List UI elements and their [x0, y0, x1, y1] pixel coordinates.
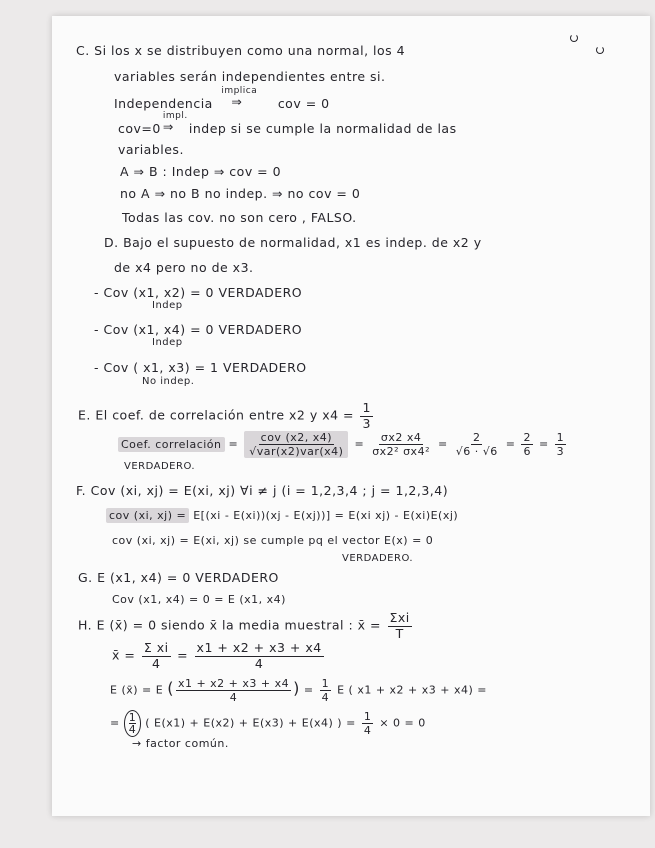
section-f-verdict: VERDADERO.	[342, 553, 414, 564]
section-g-line-2: Cov (x1, x4) = 0 = E (x1, x4)	[112, 593, 286, 606]
section-c-line-2: variables serán independientes entre si.	[114, 69, 386, 84]
cov-zero-text: cov = 0	[277, 96, 330, 111]
section-h-line-1: H. E (x̄) = 0 siendo x̄ la media muestral : x̄ = $\frac{\text{Σxi}}{T}$	[78, 610, 410, 641]
section-e-line-1: E. El coef. de correlación entre x2 y x4 = $\frac{1}{3}$	[78, 400, 371, 431]
section-c-line-1: C. Si los x se distribuyen como una normal, los 4	[76, 43, 406, 58]
fraction-sum-over-t: $\frac{\text{Σxi}}{T}$	[389, 610, 410, 641]
section-f-line-1: F. Cov (xi, xj) = E(xi, xj) ∀i ≠ j (i = 1,2,3,4 ; j = 1,2,3,4)	[76, 483, 449, 498]
section-d-item-1: - Cov (x1, x2) = 0 VERDADERO	[94, 285, 303, 300]
implies-note: impl. ⇒	[162, 111, 188, 134]
section-c-line-3	[114, 86, 330, 111]
fraction-expected-sum: $\frac{x1 + x2 + x3 + x4}{4}$	[177, 677, 290, 704]
section-h-line-4: = $\frac{1}{4}$ ( E(x1) + E(x2) + E(x3) + E(x4) ) = $\frac{1}{4}$ × 0 = 0	[110, 710, 426, 737]
section-d-item-1-note: Indep	[152, 300, 183, 311]
section-d-item-2: - Cov (x1, x4) = 0 VERDADERO	[94, 322, 303, 337]
section-h-line-2: x̄ = $\frac{\text{Σ xi}}{4}$ = $\frac{x1 + x2 + x3 + x4}{4}$	[112, 640, 322, 671]
fraction-quarter: $\frac{1}{4}$	[321, 677, 330, 704]
section-f-line-3: cov (xi, xj) = E(xi, xj) se cumple pq el vector E(x) = 0	[112, 534, 434, 547]
fraction-two-over-six: $\frac{2}{6}$	[523, 431, 531, 458]
section-d-line-2: de x4 pero no de x3.	[114, 260, 254, 275]
section-d-line-1: D. Bajo el supuesto de normalidad, x1 es indep. de x2 y	[104, 235, 482, 250]
section-h-line-3: E (x̄) = E ( $\frac{x1 + x2 + x3 + x4}{4}$ ) = $\frac{1}{4}$ E ( x1 + x2 + x3 + x4) =	[110, 677, 487, 704]
section-c-line-6: A ⇒ B : Indep ⇒ cov = 0	[120, 164, 282, 179]
section-d-item-2-note: Indep	[152, 337, 183, 348]
fraction-cov-over-var: $\frac{\text{cov (x2, x4)}}{\text{√var(x2)var(x4)}}$	[244, 431, 348, 458]
section-d-item-3-note: No indep.	[142, 376, 195, 387]
section-c-line-4: cov=0 impl. ⇒ indep si se cumple la normalidad de las	[118, 111, 457, 136]
fraction-sum-expanded: $\frac{x1 + x2 + x3 + x4}{4}$	[196, 640, 322, 671]
notes-page	[52, 16, 650, 816]
fraction-one-third: $\frac{1}{3}$	[362, 400, 371, 431]
section-c-line-7: no A ⇒ no B no indep. ⇒ no cov = 0	[120, 186, 361, 201]
fraction-sum-xi: $\frac{\text{Σ xi}}{4}$	[143, 640, 169, 671]
fraction-two-over-root: $\frac{2}{√6 \cdot √6}$	[455, 431, 498, 458]
section-g-line-1: G. E (x1, x4) = 0 VERDADERO	[78, 570, 279, 585]
section-c-line-5: variables.	[118, 142, 184, 157]
corner-mark	[570, 34, 578, 42]
common-factor-note: → factor común.	[132, 737, 229, 750]
section-e-formula: Coef. correlación = $\frac{\text{cov (x2, x4)}}{\text{√var(x2)var(x4)}}$ = $\frac{\sigma x2 x4}{\text{σx2² σx4²}}$ = $\frac{2}{√6 \cdot √6}$ = $\frac{2}{6}$ = $\frac{1}{3}$	[118, 431, 568, 458]
independence-text: Independencia	[114, 96, 213, 111]
correlation-label: Coef. correlación	[118, 437, 225, 452]
corner-mark	[596, 46, 604, 54]
fraction-quarter-times-zero: $\frac{1}{4}$	[363, 710, 372, 737]
circled-factor: $\frac{1}{4}$	[124, 710, 142, 737]
section-e-verdict: VERDADERO.	[124, 461, 196, 472]
cov-highlight: cov (xi, xj) =	[106, 508, 189, 523]
section-c-line-8: Todas las cov. no son cero , FALSO.	[122, 210, 357, 225]
fraction-sigma: $\frac{\sigma x2 x4}{\text{σx2² σx4²}}$	[372, 431, 430, 458]
section-f-line-2: cov (xi, xj) = E[(xi - E(xi))(xj - E(xj))] = E(xi xj) - E(xi)E(xj)	[106, 510, 458, 521]
fraction-result: $\frac{1}{3}$	[556, 431, 565, 458]
implies-note: implica ⇒	[221, 86, 258, 109]
section-d-item-3: - Cov ( x1, x3) = 1 VERDADERO	[94, 360, 307, 375]
